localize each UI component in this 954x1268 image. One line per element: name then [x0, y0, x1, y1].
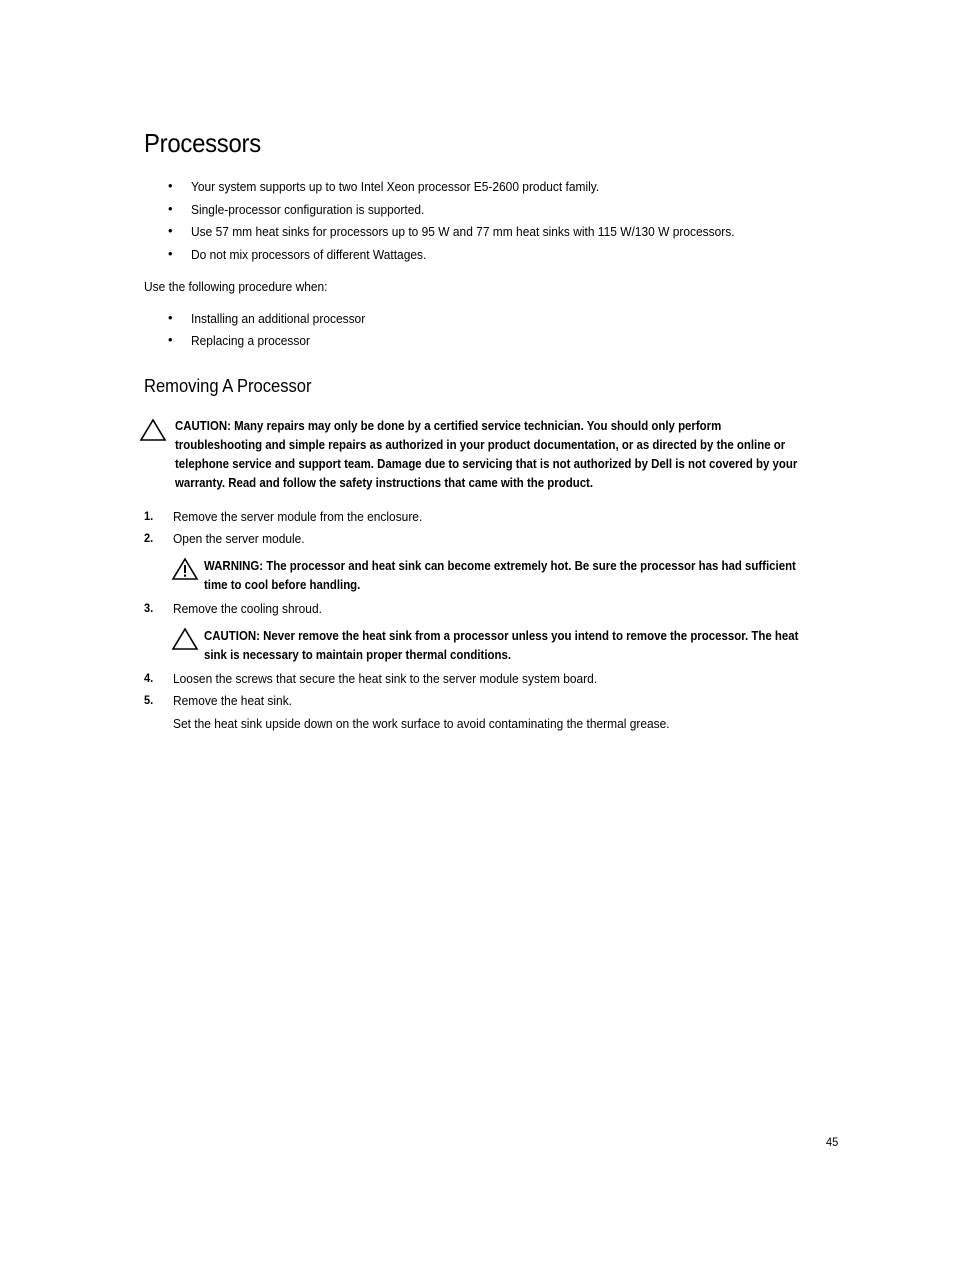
step-number: 2. — [144, 531, 154, 545]
warning-text-line: WARNING: The processor and heat sink can become extremely hot. Be sure the processor has had sufficient — [204, 558, 796, 573]
page-number: 45 — [826, 1135, 839, 1149]
caution-triangle-icon — [171, 627, 199, 651]
list-item: Single-processor configuration is supported. — [191, 202, 425, 217]
caution-text-line: troubleshooting and simple repairs as authorized in your product documentation, or as directed by the online or — [175, 437, 786, 452]
bullet-marker: • — [168, 332, 173, 347]
bullet-marker: • — [168, 201, 173, 216]
caution-text-line: CAUTION: Never remove the heat sink from a processor unless you intend to remove the processor. The heat — [204, 628, 799, 643]
step-note: Set the heat sink upside down on the work surface to avoid contaminating the thermal grease. — [173, 716, 670, 731]
step-number: 1. — [144, 509, 154, 523]
step-text: Remove the server module from the enclosure. — [173, 509, 423, 524]
warning-exclamation-icon — [171, 557, 199, 581]
step-text: Remove the heat sink. — [173, 693, 293, 708]
list-item: Replacing a processor — [191, 333, 311, 348]
list-item: Do not mix processors of different Wattages. — [191, 247, 427, 262]
page-title: Processors — [144, 128, 261, 158]
caution-text-line: warranty. Read and follow the safety instructions that came with the product. — [175, 475, 594, 490]
bullet-marker: • — [168, 178, 173, 193]
step-number: 5. — [144, 693, 154, 707]
caution-text-line: CAUTION: Many repairs may only be done by a certified service technician. You should only perform — [175, 418, 722, 433]
step-text: Open the server module. — [173, 531, 305, 546]
bullet-marker: • — [168, 223, 173, 238]
caution-triangle-icon — [139, 418, 167, 442]
list-item: Use 57 mm heat sinks for processors up to 95 W and 77 mm heat sinks with 115 W/130 W processors. — [191, 224, 735, 239]
list-item: Installing an additional processor — [191, 311, 366, 326]
section-heading: Removing A Processor — [144, 376, 312, 396]
step-text: Loosen the screws that secure the heat sink to the server module system board. — [173, 671, 598, 686]
step-number: 4. — [144, 671, 154, 685]
procedure-intro: Use the following procedure when: — [144, 279, 328, 294]
step-number: 3. — [144, 601, 154, 615]
caution-text-line: sink is necessary to maintain proper thermal conditions. — [204, 647, 512, 662]
bullet-marker: • — [168, 246, 173, 261]
bullet-marker: • — [168, 310, 173, 325]
step-text: Remove the cooling shroud. — [173, 601, 322, 616]
warning-text-line: time to cool before handling. — [204, 577, 361, 592]
list-item: Your system supports up to two Intel Xeon processor E5-2600 product family. — [191, 179, 600, 194]
caution-text-line: telephone service and support team. Damage due to servicing that is not authorized by Dell is not covered by your — [175, 456, 798, 471]
